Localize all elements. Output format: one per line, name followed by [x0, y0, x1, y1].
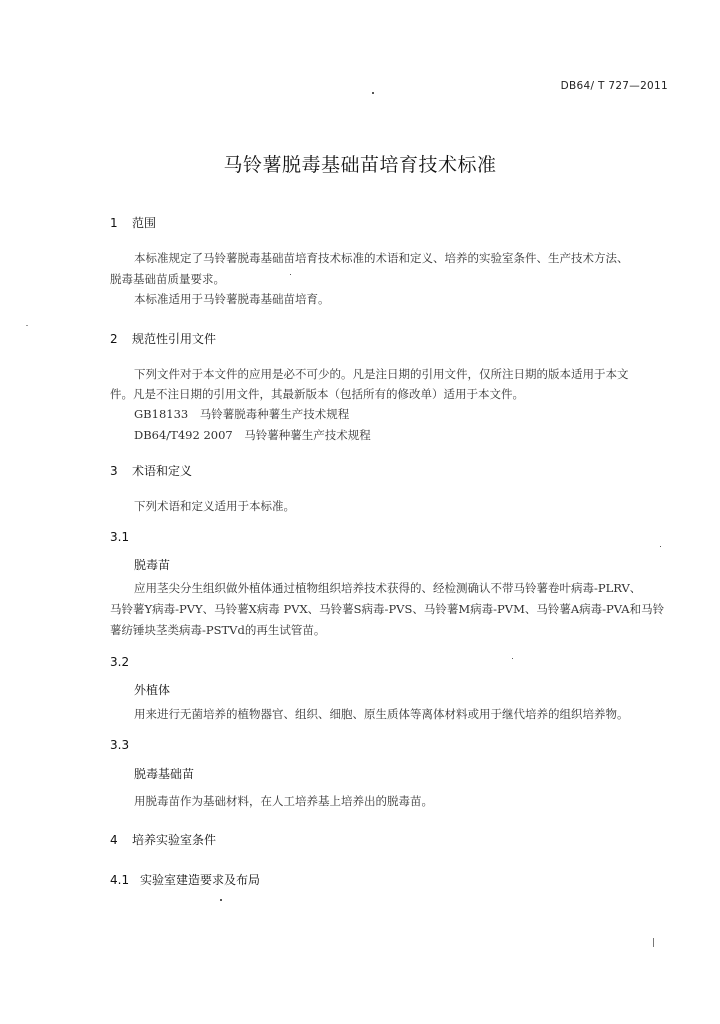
- section-number: 3: [110, 464, 118, 478]
- scan-speck: [512, 658, 513, 659]
- paragraph-line: 薯纺锤块茎类病毒-PSTVd的再生试管苗。: [110, 623, 326, 637]
- section-2-heading: [110, 330, 216, 347]
- scan-speck: [220, 899, 222, 901]
- paragraph-line: 脱毒基础苗质量要求。: [110, 272, 225, 286]
- section-number: 2: [110, 332, 118, 346]
- scan-mark: [653, 938, 654, 947]
- paragraph-line: 下列术语和定义适用于本标准。: [134, 499, 295, 513]
- reference-item: GB18133 马铃薯脱毒种薯生产技术规程: [134, 407, 350, 421]
- section-3-heading: [110, 462, 192, 479]
- reference-item: DB64/T492 2007 马铃薯种薯生产技术规程: [134, 428, 371, 442]
- document-title: 马铃薯脱毒基础苗培育技术标准: [223, 154, 497, 176]
- subsection-number: 3.1: [110, 530, 130, 544]
- section-number: 4: [110, 833, 118, 847]
- term-heading: 外植体: [134, 683, 171, 697]
- subsection-number: 3.3: [110, 738, 130, 752]
- paragraph-line: 下列文件对于本文件的应用是必不可少的。凡是注日期的引用文件，仅所注日期的版本适用于本文: [134, 367, 629, 381]
- section-title: 范围: [132, 216, 157, 230]
- paragraph-line: 马铃薯Y病毒-PVY、马铃薯X病毒 PVX、马铃薯S病毒-PVS、马铃薯M病毒-PVM、马铃薯A病毒-PVA和马铃: [110, 602, 665, 616]
- section-4-heading: [110, 831, 216, 848]
- section-title: 培养实验室条件: [132, 833, 217, 847]
- paragraph-line: 应用茎尖分生组织做外植体通过植物组织培养技术获得的、经检测确认不带马铃薯卷叶病毒-PLRV、: [134, 581, 642, 595]
- section-number: 1: [110, 216, 118, 230]
- paragraph-line: 本标准规定了马铃薯脱毒基础苗培育技术标准的术语和定义、培养的实验室条件、生产技术方法、: [134, 251, 629, 265]
- paragraph-line: 用来进行无菌培养的植物器官、组织、细胞、原生质体等离体材料或用于继代培养的组织培养物。: [134, 707, 629, 721]
- scan-speck: [372, 92, 374, 94]
- subsection-number: 4.1: [110, 873, 130, 887]
- subsection-number: 3.2: [110, 655, 130, 669]
- scan-speck: [290, 274, 291, 275]
- section-title: 规范性引用文件: [132, 332, 217, 346]
- section-1-heading: [110, 214, 156, 231]
- paragraph-line: 件。凡是不注日期的引用文件，其最新版本（包括所有的修改单）适用于本文件。: [110, 387, 524, 401]
- subsection-4-1-heading: [110, 871, 260, 888]
- term-heading: 脱毒苗: [134, 558, 171, 572]
- paragraph-line: 本标准适用于马铃薯脱毒基础苗培育。: [134, 292, 330, 306]
- paragraph-line: 用脱毒苗作为基础材料，在人工培养基上培养出的脱毒苗。: [134, 794, 433, 808]
- term-heading: 脱毒基础苗: [134, 767, 195, 781]
- document-code: DB64/ T 727—2011: [560, 80, 668, 92]
- section-title: 术语和定义: [132, 464, 193, 478]
- scan-speck: [660, 546, 661, 547]
- scan-speck: [26, 325, 28, 326]
- subsection-title: 实验室建造要求及布局: [140, 873, 261, 887]
